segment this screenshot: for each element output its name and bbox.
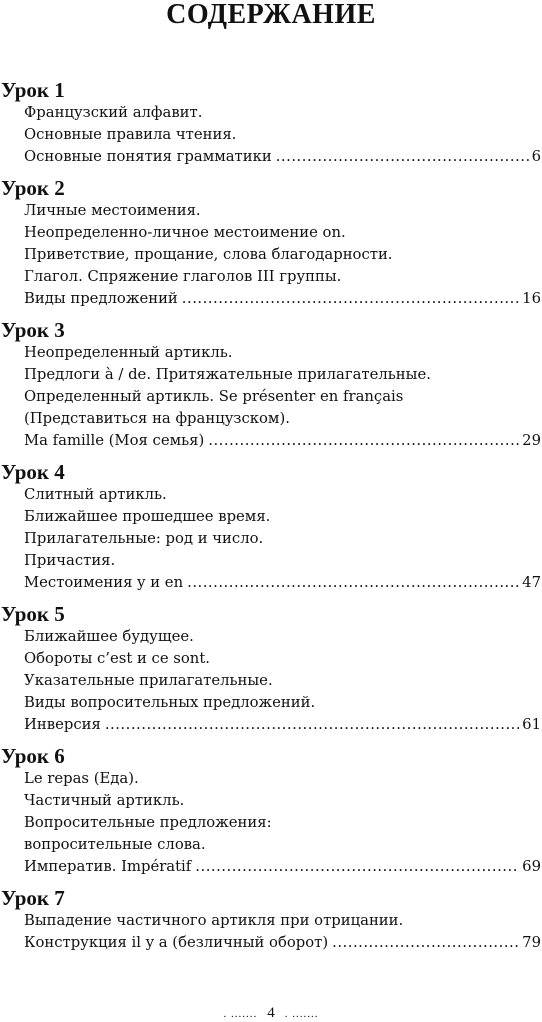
lesson-section <box>0 886 542 954</box>
toc-entry-text: Виды предложений <box>24 290 178 307</box>
lesson-heading: Урок 1 <box>1 78 65 102</box>
toc-page-number: 79 <box>522 934 541 951</box>
toc-page-number: 61 <box>522 716 541 733</box>
lesson-heading: Урок 6 <box>1 744 65 768</box>
toc-topic-line: вопросительные слова. <box>24 836 206 853</box>
toc-entry <box>0 714 542 736</box>
toc-topic-line: Указательные прилагательные. <box>24 672 273 689</box>
lesson-heading: Урок 3 <box>1 318 65 342</box>
toc-topic-line: Le repas (Еда). <box>24 770 139 787</box>
toc-entry <box>0 430 542 452</box>
toc-topic-line: Ближайшее прошедшее время. <box>24 508 271 525</box>
toc-topic-line: Основные правила чтения. <box>24 126 237 143</box>
toc-topic-line: Причастия. <box>24 552 116 569</box>
toc-topic-line: Глагол. Спряжение глаголов III группы. <box>24 268 342 285</box>
toc-topic-line: Неопределенный артикль. <box>24 344 233 361</box>
toc-entry-text: Ma famille (Моя семья) <box>24 432 205 449</box>
lesson-heading: Урок 5 <box>1 602 65 626</box>
toc-entry <box>0 572 542 594</box>
toc-page-number: 47 <box>522 574 541 591</box>
dot-leader <box>105 714 519 736</box>
toc-page-number: 6 <box>531 148 541 165</box>
toc-entry <box>0 856 542 878</box>
toc-topic-line: Личные местоимения. <box>24 202 201 219</box>
lesson-heading: Урок 7 <box>1 886 65 910</box>
dot-leader <box>187 572 519 594</box>
toc-topic-line: Французский алфавит. <box>24 104 203 121</box>
toc-topic-line: Слитный артикль. <box>24 486 167 503</box>
toc-entry <box>0 932 542 954</box>
lesson-section <box>0 78 542 168</box>
toc-entry-text: Конструкция il y a (безличный оборот) <box>24 934 329 951</box>
lesson-heading: Урок 4 <box>1 460 65 484</box>
toc-entry-text: Местоимения y и en <box>24 574 184 591</box>
toc-topic-line: (Представиться на французском). <box>24 410 290 427</box>
toc-topic-line: Приветствие, прощание, слова благодарности. <box>24 246 393 263</box>
table-of-contents <box>0 78 542 962</box>
dot-leader <box>276 146 529 168</box>
page-title: СОДЕРЖАНИЕ <box>166 0 376 30</box>
lesson-section <box>0 318 542 452</box>
toc-topic-line: Выпадение частичного артикля при отрицании. <box>24 912 404 929</box>
lesson-section <box>0 602 542 736</box>
toc-entry <box>0 288 542 310</box>
dot-leader <box>195 856 519 878</box>
toc-topic-line: Виды вопросительных предложений. <box>24 694 316 711</box>
lesson-section <box>0 176 542 310</box>
toc-entry-text: Императив. Impératif <box>24 858 192 875</box>
dot-leader <box>332 932 519 954</box>
toc-topic-line: Неопределенно-личное местоимение on. <box>24 224 346 241</box>
toc-topic-line: Обороты c’est и ce sont. <box>24 650 210 667</box>
lesson-heading: Урок 2 <box>1 176 65 200</box>
toc-entry <box>0 146 542 168</box>
toc-page-number: 69 <box>522 858 541 875</box>
footer-right-dots: . ....... <box>284 1008 319 1020</box>
toc-topic-line: Ближайшее будущее. <box>24 628 194 645</box>
page-number: 4 <box>267 1005 275 1021</box>
toc-topic-line: Частичный артикль. <box>24 792 185 809</box>
footer-left-dots: . ....... <box>223 1008 258 1020</box>
page-footer <box>0 1005 542 1022</box>
toc-page-number: 29 <box>522 432 541 449</box>
toc-topic-line: Прилагательные: род и число. <box>24 530 264 547</box>
lesson-section <box>0 744 542 878</box>
toc-topic-line: Вопросительные предложения: <box>24 814 272 831</box>
toc-entry-text: Инверсия <box>24 716 101 733</box>
dot-leader <box>182 288 519 310</box>
toc-page-number: 16 <box>522 290 541 307</box>
toc-topic-line: Определенный артикль. Se présenter en français <box>24 388 404 405</box>
toc-topic-line: Предлоги à / de. Притяжательные прилагательные. <box>24 366 431 383</box>
lesson-section <box>0 460 542 594</box>
toc-entry-text: Основные понятия грамматики <box>24 148 272 165</box>
dot-leader <box>208 430 519 452</box>
